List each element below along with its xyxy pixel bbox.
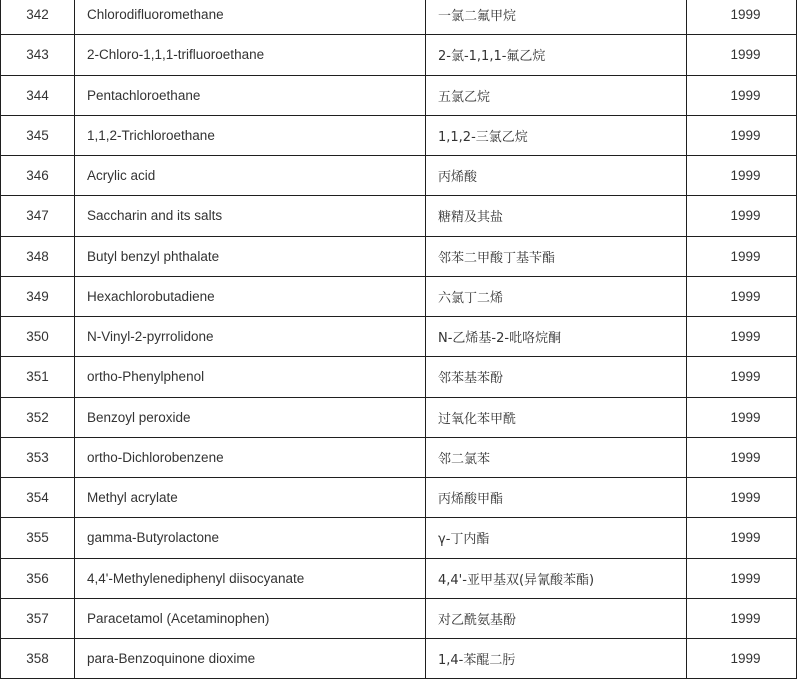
cell-english-name	[75, 437, 426, 477]
cell-number-text: 343	[26, 47, 49, 63]
cell-number	[1, 478, 75, 518]
cell-number	[1, 639, 75, 679]
cell-year	[687, 518, 797, 558]
cell-number	[1, 75, 75, 115]
cell-chinese-name-text: 邻二氯苯	[438, 451, 491, 467]
cell-chinese-name	[426, 357, 687, 397]
cell-number	[1, 115, 75, 155]
cell-year	[687, 35, 797, 75]
cell-year-text: 1999	[730, 610, 761, 626]
cell-year-text: 1999	[730, 490, 761, 506]
cell-chinese-name-text: 丙烯酸甲酯	[438, 492, 504, 508]
cell-number-text: 350	[26, 329, 49, 345]
cell-chinese-name	[426, 236, 687, 276]
cell-number-text: 344	[26, 87, 49, 103]
cell-number	[1, 0, 75, 35]
cell-chinese-name	[426, 75, 687, 115]
cell-chinese-name	[426, 518, 687, 558]
cell-english-name-text: Butyl benzyl phthalate	[87, 248, 220, 264]
cell-chinese-name-text: 六氯丁二烯	[438, 290, 504, 306]
cell-year	[687, 75, 797, 115]
cell-number-text: 348	[26, 248, 49, 264]
table-row	[1, 518, 797, 558]
cell-english-name-text: Paracetamol (Acetaminophen)	[87, 610, 270, 626]
cell-number	[1, 397, 75, 437]
cell-number	[1, 196, 75, 236]
cell-number	[1, 598, 75, 638]
cell-english-name	[75, 196, 426, 236]
cell-english-name-text: ortho-Phenylphenol	[87, 369, 205, 385]
cell-english-name-text: ortho-Dichlorobenzene	[87, 449, 224, 465]
cell-chinese-name	[426, 276, 687, 316]
cell-english-name	[75, 35, 426, 75]
cell-number	[1, 518, 75, 558]
cell-chinese-name-text: 丙烯酸	[438, 170, 478, 186]
cell-chinese-name	[426, 35, 687, 75]
table-row	[1, 236, 797, 276]
cell-number-text: 349	[26, 288, 49, 304]
table-row	[1, 598, 797, 638]
cell-chinese-name	[426, 0, 687, 35]
cell-number-text: 356	[26, 570, 49, 586]
cell-year-text: 1999	[730, 570, 761, 586]
cell-year	[687, 397, 797, 437]
cell-chinese-name-text: 邻苯基苯酚	[438, 371, 504, 387]
cell-chinese-name-text: γ-丁内酯	[438, 532, 490, 548]
cell-year	[687, 357, 797, 397]
cell-year-text: 1999	[730, 530, 761, 546]
cell-chinese-name	[426, 317, 687, 357]
cell-year-text: 1999	[730, 7, 761, 23]
cell-english-name-text: para-Benzoquinone dioxime	[87, 651, 256, 667]
cell-english-name	[75, 397, 426, 437]
cell-english-name	[75, 0, 426, 35]
cell-english-name	[75, 518, 426, 558]
cell-year-text: 1999	[730, 87, 761, 103]
cell-year	[687, 478, 797, 518]
cell-chinese-name-text: 4,4'-亚甲基双(异氰酸苯酯)	[438, 572, 595, 588]
cell-number	[1, 35, 75, 75]
cell-english-name-text: Methyl acrylate	[87, 490, 178, 506]
cell-english-name	[75, 357, 426, 397]
cell-year	[687, 317, 797, 357]
cell-number-text: 345	[26, 127, 49, 143]
table-row	[1, 156, 797, 196]
cell-english-name	[75, 75, 426, 115]
cell-english-name-text: Pentachloroethane	[87, 87, 201, 103]
cell-number-text: 347	[26, 208, 49, 224]
cell-english-name-text: Chlorodifluoromethane	[87, 7, 224, 23]
cell-year-text: 1999	[730, 168, 761, 184]
cell-chinese-name-text: 1,1,2-三氯乙烷	[438, 129, 528, 145]
cell-english-name-text: N-Vinyl-2-pyrrolidone	[87, 329, 214, 345]
cell-number-text: 346	[26, 168, 49, 184]
table-row	[1, 276, 797, 316]
cell-year	[687, 639, 797, 679]
cell-chinese-name-text: 2-氯-1,1,1-氟乙烷	[438, 49, 546, 65]
cell-year	[687, 156, 797, 196]
cell-year-text: 1999	[730, 47, 761, 63]
cell-english-name	[75, 598, 426, 638]
table-row	[1, 397, 797, 437]
table-row	[1, 437, 797, 477]
cell-year	[687, 196, 797, 236]
cell-year	[687, 236, 797, 276]
cell-english-name-text: Hexachlorobutadiene	[87, 288, 215, 304]
cell-chinese-name-text: N-乙烯基-2-吡咯烷酮	[438, 331, 562, 347]
cell-number-text: 357	[26, 610, 49, 626]
cell-chinese-name	[426, 639, 687, 679]
cell-number	[1, 236, 75, 276]
cell-chinese-name	[426, 558, 687, 598]
cell-chinese-name	[426, 196, 687, 236]
cell-year-text: 1999	[730, 248, 761, 264]
table-row	[1, 115, 797, 155]
cell-english-name-text: 4,4'-Methylenediphenyl diisocyanate	[87, 570, 305, 586]
cell-english-name	[75, 639, 426, 679]
table-row	[1, 357, 797, 397]
table-body	[1, 0, 797, 679]
cell-chinese-name	[426, 478, 687, 518]
cell-year-text: 1999	[730, 369, 761, 385]
cell-chinese-name-text: 1,4-苯醌二肟	[438, 653, 516, 669]
cell-chinese-name-text: 邻苯二甲酸丁基苄酯	[438, 250, 556, 266]
table-row	[1, 558, 797, 598]
cell-chinese-name	[426, 437, 687, 477]
cell-english-name-text: 2-Chloro-1,1,1-trifluoroethane	[87, 47, 265, 63]
cell-number-text: 353	[26, 449, 49, 465]
cell-number	[1, 276, 75, 316]
cell-number-text: 351	[26, 369, 49, 385]
table-row	[1, 75, 797, 115]
cell-chinese-name-text: 过氧化苯甲酰	[438, 411, 517, 427]
cell-english-name-text: Saccharin and its salts	[87, 208, 223, 224]
table-row	[1, 35, 797, 75]
cell-english-name-text: Benzoyl peroxide	[87, 409, 191, 425]
cell-chinese-name-text: 糖精及其盐	[438, 210, 504, 226]
cell-english-name	[75, 317, 426, 357]
cell-number-text: 354	[26, 490, 49, 506]
cell-year	[687, 276, 797, 316]
cell-number-text: 355	[26, 530, 49, 546]
cell-chinese-name	[426, 115, 687, 155]
cell-english-name	[75, 115, 426, 155]
cell-chinese-name	[426, 598, 687, 638]
cell-year-text: 1999	[730, 329, 761, 345]
cell-number	[1, 156, 75, 196]
cell-year-text: 1999	[730, 449, 761, 465]
cell-number	[1, 317, 75, 357]
cell-english-name	[75, 236, 426, 276]
cell-year-text: 1999	[730, 288, 761, 304]
table-row	[1, 478, 797, 518]
cell-english-name-text: 1,1,2-Trichloroethane	[87, 127, 215, 143]
cell-number	[1, 357, 75, 397]
cell-chinese-name-text: 一氯二氟甲烷	[438, 9, 517, 25]
cell-year	[687, 437, 797, 477]
cell-english-name-text: gamma-Butyrolactone	[87, 530, 220, 546]
cell-english-name	[75, 558, 426, 598]
cell-chinese-name-text: 五氯乙烷	[438, 89, 491, 105]
cell-number-text: 352	[26, 409, 49, 425]
cell-chinese-name	[426, 397, 687, 437]
cell-english-name	[75, 276, 426, 316]
cell-year-text: 1999	[730, 208, 761, 224]
cell-year	[687, 115, 797, 155]
cell-year	[687, 0, 797, 35]
table-row	[1, 196, 797, 236]
cell-year	[687, 558, 797, 598]
cell-year-text: 1999	[730, 409, 761, 425]
cell-english-name	[75, 478, 426, 518]
table-row	[1, 0, 797, 35]
cell-year-text: 1999	[730, 127, 761, 143]
table-row	[1, 317, 797, 357]
cell-year	[687, 598, 797, 638]
cell-english-name	[75, 156, 426, 196]
table-row	[1, 639, 797, 679]
cell-english-name-text: Acrylic acid	[87, 168, 156, 184]
cell-number	[1, 437, 75, 477]
cell-number	[1, 558, 75, 598]
cell-chinese-name-text: 对乙酰氨基酚	[438, 612, 517, 628]
cell-chinese-name	[426, 156, 687, 196]
cell-number-text: 342	[26, 7, 49, 23]
cell-year-text: 1999	[730, 651, 761, 667]
cell-number-text: 358	[26, 651, 49, 667]
